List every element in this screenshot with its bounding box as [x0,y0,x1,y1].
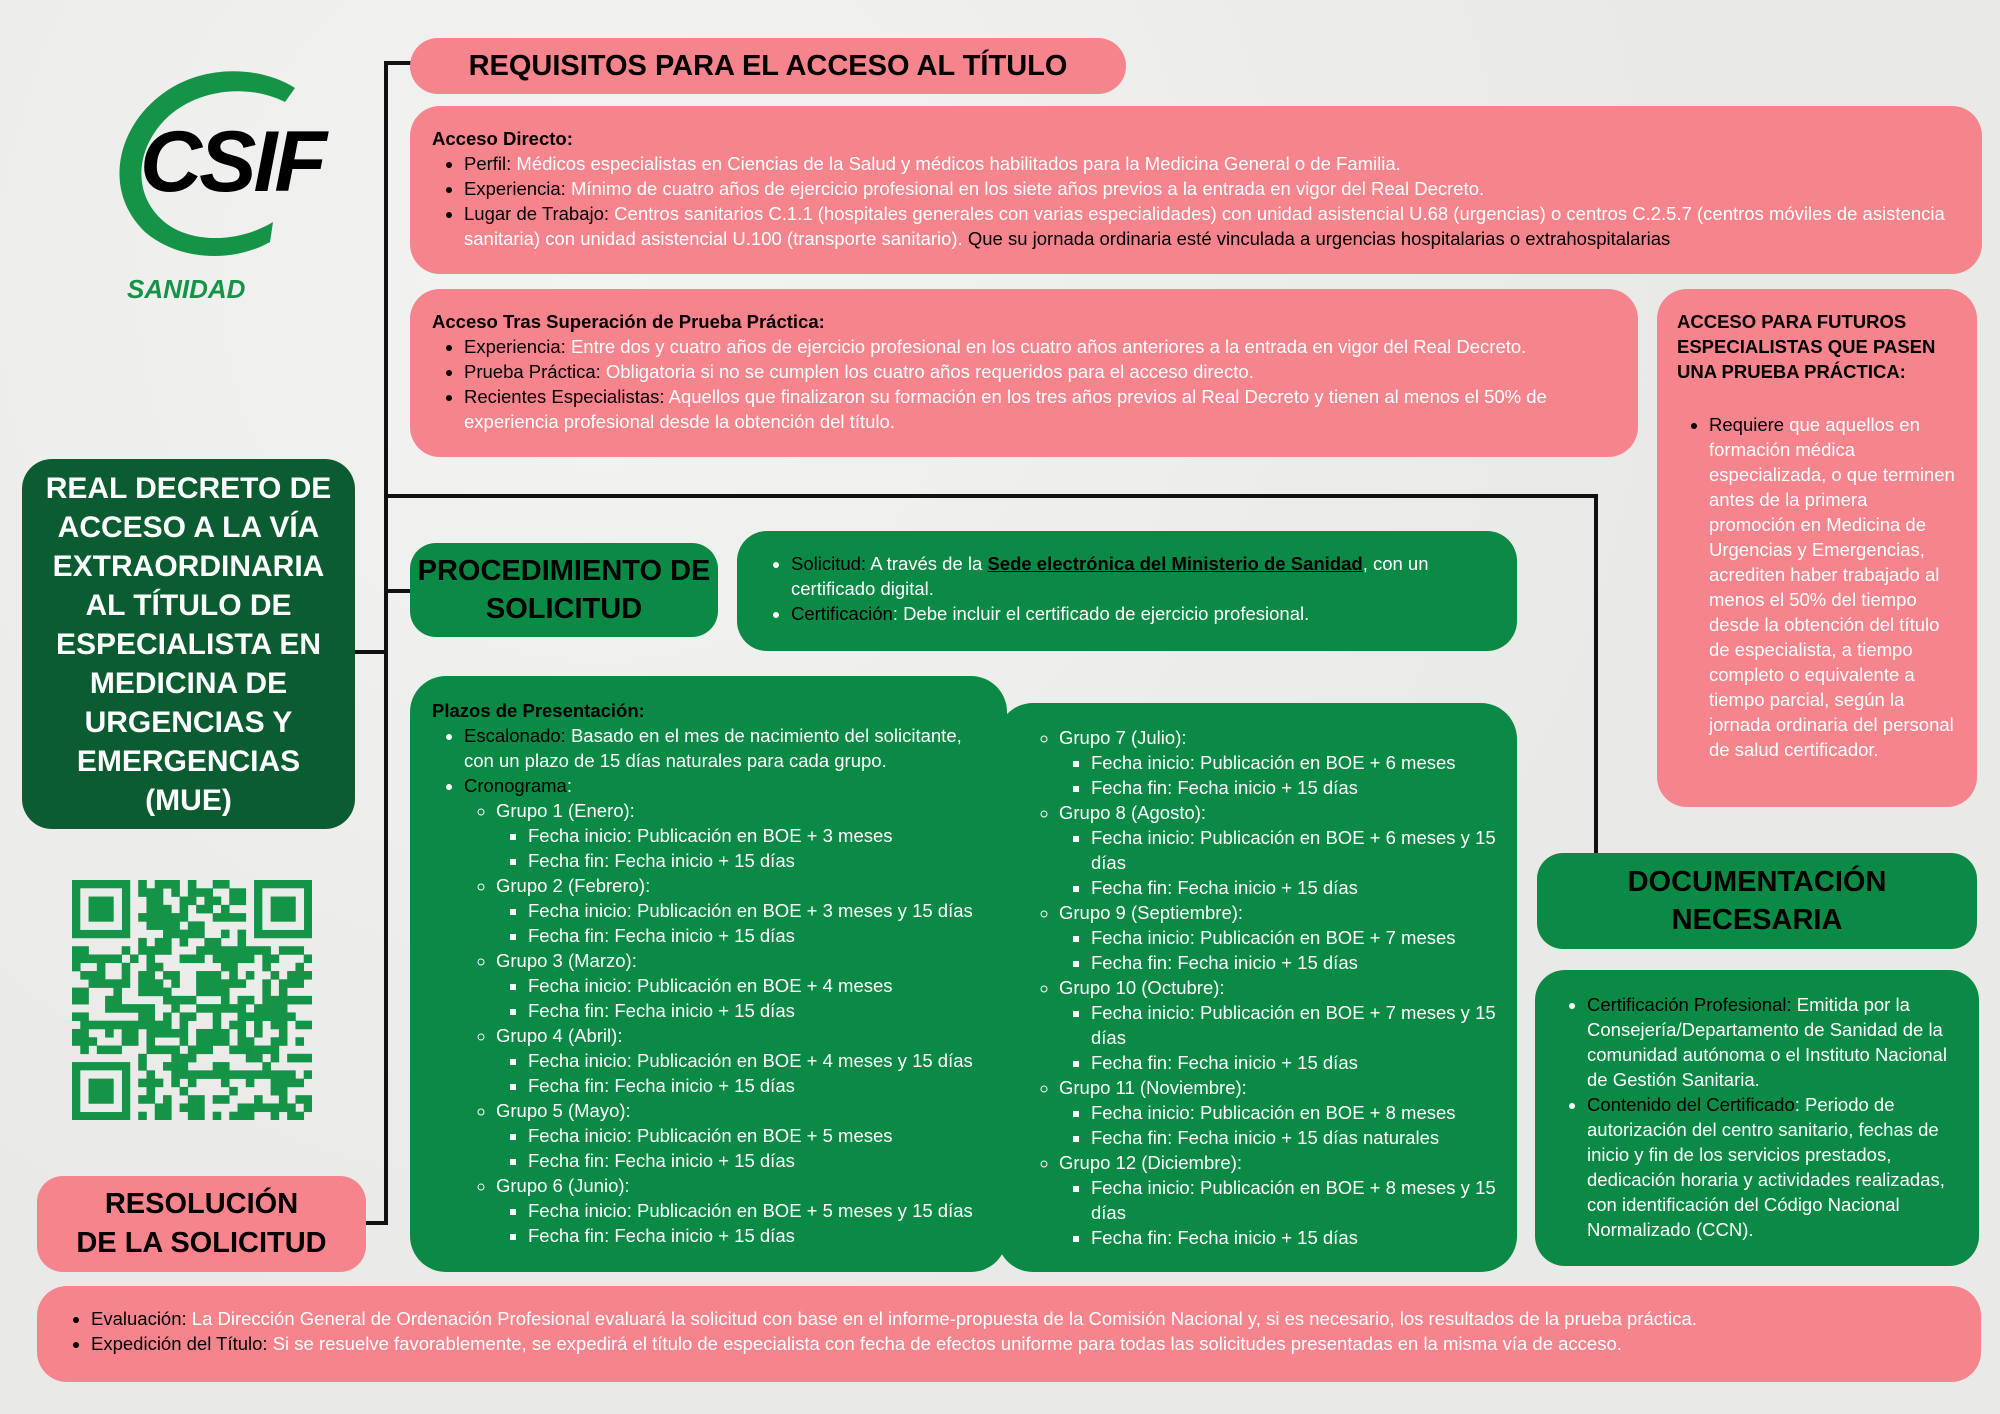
main-title: REAL DECRETO DE ACCESO A LA VÍA EXTRAORDINARIA AL TÍTULO DE ESPECIALISTA EN MEDICINA DE URGENCIAS Y EMERGENCIAS (MUE) [45,471,332,817]
procedimiento-header-text: PROCEDIMIENTO DE SOLICITUD [417,555,711,625]
resolucion-header-line1: RESOLUCIÓN [104,1188,299,1220]
connector-line [384,589,412,593]
list-item: • Cronograma: ◦ Grupo 1 (Enero): ▪ Fecha inicio: Publicación en BOE + 3 meses ▪ Fecha fin: Fecha inicio + 15 días ◦ Grupo 2 (Febrero): ▪ Fecha inicio: Publicación en BOE + 3 meses y 15 días ▪ Fecha fin: Fecha inicio + 15 días ◦ Grupo 3 (Marzo): ▪ Fecha inicio: Publicación en BOE + 4 meses ▪ Fecha fin: Fecha inicio + 15 días ◦ Grupo 4 (Abril): ▪ Fecha inicio: Publicación en BOE + 4 meses y 15 días ▪ Fecha fin: Fecha inicio + 15 días ◦ Grupo 5 (Mayo): ▪ Fecha inicio: Publicación en BOE + 5 meses ▪ Fecha fin: Fecha inicio + 15 días ◦ Grupo 6 (Junio): ▪ Fecha inicio: Publicación en BOE + 5 meses y 15 días ▪ Fecha fin: Fecha inicio + 15 días [464,773,985,1248]
list-item: • Lugar de Trabajo: Centros sanitarios C.1.1 (hospitales generales con varias especialidades) con unidad asistencial U.68 (urgencias) o centros C.2.5.7 (centros móviles de asistencia sanitaria) con unidad asistencial U.100 (transporte sanitario). Que su jornada ordinaria esté vinculada a urgencias hospitalarias o extrahospitalarias [464,201,1960,251]
list-item: • Certificación Profesional: Emitida por la Consejería/Departamento de Sanidad de la comunidad autónoma o el Instituto Nacional de Gestión Sanitaria. [1587,992,1959,1092]
cronograma-group: ◦ Grupo 4 (Abril): ▪ Fecha inicio: Publicación en BOE + 4 meses y 15 días ▪ Fecha fin: Fecha inicio + 15 días [496,1023,985,1098]
connector-line [366,1221,388,1225]
requisitos-header-text: REQUISITOS PARA EL ACCESO AL TÍTULO [468,49,1068,82]
cronograma-date: ▪ Fecha inicio: Publicación en BOE + 8 meses y 15 días [1091,1175,1497,1225]
cronograma-date: ▪ Fecha fin: Fecha inicio + 15 días [528,1148,985,1173]
list-item: • Escalonado: Basado en el mes de nacimiento del solicitante, con un plazo de 15 días naturales para cada grupo. [464,723,985,773]
cronograma-date: ▪ Fecha inicio: Publicación en BOE + 8 meses [1091,1100,1497,1125]
connector-line [384,61,412,65]
documentacion-header-text: DOCUMENTACIÓN NECESARIA [1627,866,1887,936]
cronograma-date: ▪ Fecha inicio: Publicación en BOE + 5 meses y 15 días [528,1198,985,1223]
cronograma-group: ◦ Grupo 5 (Mayo): ▪ Fecha inicio: Publicación en BOE + 5 meses ▪ Fecha fin: Fecha inicio + 15 días [496,1098,985,1173]
cronograma-date: ▪ Fecha fin: Fecha inicio + 15 días [528,998,985,1023]
acceso-directo-title: Acceso Directo: [432,128,573,149]
qr-code-icon [72,880,312,1120]
procedimiento-header [410,543,718,637]
list-item: • Expedición del Título: Si se resuelve favorablemente, se expedirá el título de especialista con fecha de efectos uniforme para todas las solicitudes presentadas en la misma vía de acceso. [91,1331,1959,1356]
acceso-prueba-box [410,289,1638,457]
cronograma-date: ▪ Fecha inicio: Publicación en BOE + 7 meses [1091,925,1497,950]
cronograma-date: ▪ Fecha fin: Fecha inicio + 15 días [1091,775,1497,800]
plazos-left-box [410,676,1007,1272]
cronograma-right-list [1027,725,1497,1250]
cronograma-date: ▪ Fecha fin: Fecha inicio + 15 días [528,848,985,873]
list-item: • Requiere que aquellos en formación médica especializada, o que terminen antes de la primera promoción en Medicina de Urgencias y Emergencias, acrediten haber trabajado al menos el 50% del tiempo desde la obtención del título de especialista, a tiempo completo o equivalente a tiempo parcial, según la jornada ordinaria del personal de salud certificador. [1709,412,1957,762]
cronograma-date: ▪ Fecha fin: Fecha inicio + 15 días [1091,950,1497,975]
futuros-title: ACCESO PARA FUTUROS ESPECIALISTAS QUE PASEN UNA PRUEBA PRÁCTICA: [1677,311,1936,382]
cronograma-group: ◦ Grupo 2 (Febrero): ▪ Fecha inicio: Publicación en BOE + 3 meses y 15 días ▪ Fecha fin: Fecha inicio + 15 días [496,873,985,948]
requisitos-header [410,38,1126,94]
list-item: • Solicitud: A través de la Sede electrónica del Ministerio de Sanidad, con un certificado digital. [791,551,1495,601]
list-item: • Contenido del Certificado: Periodo de autorización del centro sanitario, fechas de inicio y fin de los servicios prestados, dedicación horaria y actividades realizadas, con identificación del Código Nacional Normalizado (CCN). [1587,1092,1959,1242]
list-item: • Certificación: Debe incluir el certificado de ejercicio profesional. [791,601,1495,626]
resolucion-header [37,1176,366,1272]
logo-subtitle: SANIDAD [127,274,246,304]
cronograma-date: ▪ Fecha fin: Fecha inicio + 15 días [528,1223,985,1248]
cronograma-date: ▪ Fecha fin: Fecha inicio + 15 días [1091,875,1497,900]
connector-line [354,650,386,654]
list-item: • Evaluación: La Dirección General de Ordenación Profesional evaluará la solicitud con base en el informe-propuesta de la Comisión Nacional y, si es necesario, los resultados de la prueba práctica. [91,1306,1959,1331]
main-title-box [22,459,355,829]
cronograma-date: ▪ Fecha fin: Fecha inicio + 15 días [528,1073,985,1098]
cronograma-date: ▪ Fecha inicio: Publicación en BOE + 5 meses [528,1123,985,1148]
cronograma-date: ▪ Fecha fin: Fecha inicio + 15 días [1091,1225,1497,1250]
acceso-directo-box [410,106,1982,274]
list-item: • Experiencia: Mínimo de cuatro años de ejercicio profesional en los siete años previos a la entrada en vigor del Real Decreto. [464,176,1960,201]
cronograma-date: ▪ Fecha fin: Fecha inicio + 15 días [528,923,985,948]
cronograma-date: ▪ Fecha inicio: Publicación en BOE + 4 meses y 15 días [528,1048,985,1073]
documentacion-header [1537,853,1977,949]
cronograma-group: ◦ Grupo 9 (Septiembre): ▪ Fecha inicio: Publicación en BOE + 7 meses ▪ Fecha fin: Fecha inicio + 15 días [1059,900,1497,975]
cronograma-group: ◦ Grupo 3 (Marzo): ▪ Fecha inicio: Publicación en BOE + 4 meses ▪ Fecha fin: Fecha inicio + 15 días [496,948,985,1023]
cronograma-group: ◦ Grupo 1 (Enero): ▪ Fecha inicio: Publicación en BOE + 3 meses ▪ Fecha fin: Fecha inicio + 15 días [496,798,985,873]
cronograma-date: ▪ Fecha inicio: Publicación en BOE + 3 meses [528,823,985,848]
cronograma-date: ▪ Fecha fin: Fecha inicio + 15 días [1091,1050,1497,1075]
logo-brand: CSIF [140,114,324,210]
list-item: • Recientes Especialistas: Aquellos que finalizaron su formación en los tres años previos al Real Decreto y tienen al menos el 50% de experiencia profesional desde la obtención del título. [464,384,1616,434]
list-item: • Experiencia: Entre dos y cuatro años de ejercicio profesional en los cuatro años anteriores a la entrada en vigor del Real Decreto. [464,334,1616,359]
cronograma-date: ▪ Fecha inicio: Publicación en BOE + 4 meses [528,973,985,998]
cronograma-date: ▪ Fecha inicio: Publicación en BOE + 6 meses [1091,750,1497,775]
cronograma-date: ▪ Fecha fin: Fecha inicio + 15 días naturales [1091,1125,1497,1150]
cronograma-date: ▪ Fecha inicio: Publicación en BOE + 3 meses y 15 días [528,898,985,923]
futuros-box [1657,289,1977,807]
resolucion-box [37,1286,1981,1382]
list-item: • Perfil: Médicos especialistas en Ciencias de la Salud y médicos habilitados para la Medicina General o de Familia. [464,151,1960,176]
resolucion-header-line2: DE LA SOLICITUD [76,1227,327,1259]
cronograma-group: ◦ Grupo 11 (Noviembre): ▪ Fecha inicio: Publicación en BOE + 8 meses ▪ Fecha fin: Fecha inicio + 15 días naturales [1059,1075,1497,1150]
cronograma-group: ◦ Grupo 10 (Octubre): ▪ Fecha inicio: Publicación en BOE + 7 meses y 15 días ▪ Fecha fin: Fecha inicio + 15 días [1059,975,1497,1075]
cronograma-group: ◦ Grupo 6 (Junio): ▪ Fecha inicio: Publicación en BOE + 5 meses y 15 días ▪ Fecha fin: Fecha inicio + 15 días [496,1173,985,1248]
connector-line [384,61,388,1225]
connector-line [384,494,1598,498]
cronograma-date: ▪ Fecha inicio: Publicación en BOE + 6 meses y 15 días [1091,825,1497,875]
plazos-right-box [997,703,1517,1272]
acceso-prueba-title: Acceso Tras Superación de Prueba Práctica: [432,311,825,332]
cronograma-date: ▪ Fecha inicio: Publicación en BOE + 7 meses y 15 días [1091,1000,1497,1050]
cronograma-group: ◦ Grupo 8 (Agosto): ▪ Fecha inicio: Publicación en BOE + 6 meses y 15 días ▪ Fecha fin: Fecha inicio + 15 días [1059,800,1497,900]
documentacion-box [1535,970,1979,1266]
sede-electronica-link[interactable]: Sede electrónica del Ministerio de Sanidad [987,553,1363,574]
connector-line [1594,494,1598,854]
plazos-title: Plazos de Presentación: [432,700,645,721]
cronograma-group: ◦ Grupo 12 (Diciembre): ▪ Fecha inicio: Publicación en BOE + 8 meses y 15 días ▪ Fecha fin: Fecha inicio + 15 días [1059,1150,1497,1250]
qr-code [72,880,312,1120]
cronograma-left-list [464,798,985,1248]
csif-logo [95,62,325,312]
list-item: • Prueba Práctica: Obligatoria si no se cumplen los cuatro años requeridos para el acceso directo. [464,359,1616,384]
procedimiento-box [737,531,1517,651]
cronograma-group: ◦ Grupo 7 (Julio): ▪ Fecha inicio: Publicación en BOE + 6 meses ▪ Fecha fin: Fecha inicio + 15 días [1059,725,1497,800]
